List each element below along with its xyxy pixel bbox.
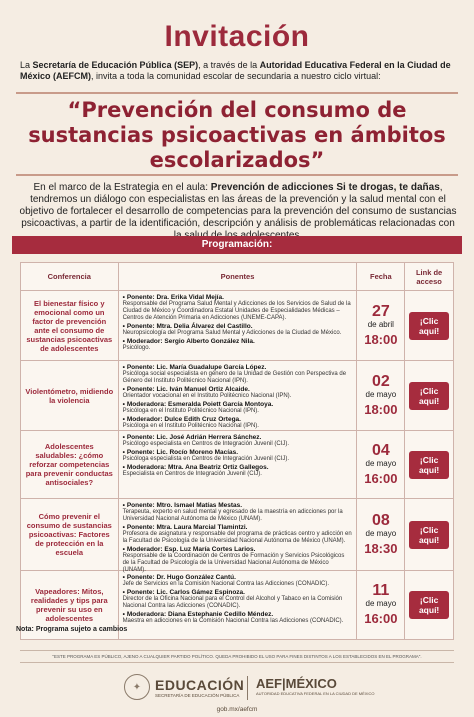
- bullet-icon: •: [122, 464, 125, 471]
- conference-title: Vapeadores: Mitos, realidades y tips para prevenir su uso en adolescentes: [21, 571, 119, 639]
- bullet-icon: •: [122, 434, 125, 441]
- speaker-name: [123, 611, 353, 618]
- speaker-name: [123, 546, 353, 553]
- date-day: 02: [371, 372, 390, 390]
- speakers-cell: [119, 361, 358, 430]
- speaker-desc: Director de la Oficina Nacional para el Control del Alcohol y Tabaco en la Comisión Nacional Contra las Adicciones (CONADIC).: [122, 596, 343, 609]
- speaker-name-text: Ponente: Lic. José Adrián Herrera Sánchez.: [126, 434, 262, 441]
- date-time: 18:00: [364, 331, 398, 347]
- bullet-icon: •: [122, 338, 125, 345]
- aefcm-name: Autoridad Educativa Federal en la Ciudad de México (AEFCM): [20, 60, 451, 81]
- speaker: [123, 589, 353, 610]
- date-month: de mayo: [365, 599, 397, 608]
- speaker: [123, 364, 353, 385]
- speaker-name: [123, 416, 353, 423]
- speaker-name-text: Ponente: Lic. Carlos Gámez Espinoza.: [126, 589, 245, 596]
- speaker-desc: Psicóloga en el Instituto Politécnico Nacional (IPN).: [122, 423, 259, 429]
- logo-divider: [247, 676, 248, 700]
- speaker-name-text: Moderadora: Esmeralda Poiett García Montoya.: [126, 401, 274, 408]
- speaker: [123, 524, 353, 545]
- header-ponentes: Ponentes: [119, 263, 358, 290]
- speaker-name: [123, 323, 353, 330]
- speaker-name: [123, 464, 353, 471]
- speaker-name-text: Ponente: Mtra. Delia Álvarez del Castillo.: [126, 323, 253, 330]
- speaker-desc: Psicóloga especialista en Centros de Integración Juvenil (CIJ).: [122, 456, 289, 462]
- aef-logo: [256, 676, 375, 696]
- speaker-name-text: Ponente: Dr. Hugo González Cantú.: [126, 574, 236, 581]
- speaker-name-text: Ponente: Mtra. Laura Marcial Tlamintzi.: [126, 524, 248, 531]
- bullet-icon: •: [122, 574, 125, 581]
- link-cell: [405, 431, 453, 498]
- bullet-icon: •: [122, 294, 125, 301]
- conference-title: Adolescentes saludables: ¿cómo reforzar competencias para prevenir conductas antisociales?: [21, 431, 119, 498]
- date-day: 11: [372, 582, 390, 599]
- speaker: [123, 294, 353, 322]
- bullet-icon: •: [122, 524, 125, 531]
- speaker: [123, 434, 353, 448]
- conference-title: El bienestar físico y emocional como un factor de prevención ante el consumo de sustancias psicoactivas de adolescentes: [21, 291, 119, 360]
- strategy-text: [16, 182, 460, 242]
- date-cell: [357, 361, 405, 430]
- bullet-icon: •: [122, 611, 125, 618]
- footer-url[interactable]: gob.mx/aefcm: [216, 706, 258, 713]
- speaker-name: [123, 574, 353, 581]
- strategy-part: , tendremos un diálogo con especialistas en las áreas de la prevención y la salud mental con el objetivo de fortalecer el desarrollo de competencias para la prevención del consumo de sustancias psicoactivas, a partir de la identificación, descripción y análisis de problemáticas relacionadas con: [19, 182, 457, 229]
- table-row: [21, 499, 453, 571]
- link-cell: [405, 499, 453, 570]
- link-cell: [405, 291, 453, 360]
- logo-aef: AEF|MÉXICO: [256, 676, 337, 691]
- date-cell: [357, 499, 405, 570]
- speaker-name-text: Moderadora: Diana Estephanie Cedillo Méndez.: [126, 611, 274, 618]
- table-row: [21, 431, 453, 499]
- date-cell: [357, 571, 405, 639]
- speaker-desc: Responsable del Programa Salud Mental y Adicciones de los Servicios de Salud de la Ciudad de México y Coordinadora Estatal Unidades de Especialidades Médicas – Centros de Atención Primaria en Adicciones (UNEME-CAPA).: [122, 301, 351, 321]
- note: Nota: Programa sujeto a cambios: [16, 626, 128, 633]
- logo-aef-sub: AUTORIDAD EDUCATIVA FEDERAL EN LA CIUDAD DE MÉXICO: [256, 691, 375, 696]
- speaker-name: [123, 294, 353, 301]
- bullet-icon: •: [122, 449, 125, 456]
- table-header: [21, 263, 453, 291]
- speaker-name-text: Ponente: Lic. María Guadalupe García López.: [126, 364, 267, 371]
- speaker: [123, 338, 353, 352]
- speaker-name: [123, 386, 353, 393]
- intro-part: , invita a toda la comunidad escolar de secundaria a nuestro ciclo virtual:: [91, 71, 381, 81]
- intro-part: La: [20, 60, 33, 70]
- bullet-icon: •: [122, 364, 125, 371]
- speaker-name-text: Moderador: Esp. Luz María Cortes Larios.: [126, 546, 256, 553]
- speaker-desc: Neuropsicología del Programa Salud Mental y Adicciones de la Ciudad de México.: [122, 330, 342, 336]
- speaker-name-text: Ponente: Dra. Erika Vidal Mejía.: [126, 294, 224, 301]
- access-link-button[interactable]: ¡Clic aquí!: [409, 312, 449, 340]
- speaker-name: [123, 364, 353, 371]
- speaker-desc: Psicóloga social especialista en género de la Unidad de Gestión con Perspectiva de Género del Instituto Politécnico Nacional (IPN).: [122, 371, 347, 384]
- speaker: [123, 502, 353, 523]
- speaker: [123, 386, 353, 400]
- bullet-icon: •: [122, 323, 125, 330]
- date-cell: [357, 291, 405, 360]
- speakers-cell: [119, 431, 358, 498]
- conference-title: Violentómetro, midiendo la violencia: [21, 361, 119, 430]
- seal-icon: ✦: [124, 674, 150, 700]
- date-month: de mayo: [365, 528, 397, 538]
- speaker: [123, 464, 353, 478]
- access-link-button[interactable]: ¡Clic aquí!: [409, 591, 449, 619]
- speaker-name-text: Moderador: Dulce Edith Cruz Ortega.: [126, 416, 241, 423]
- speaker-desc: Profesora de asignatura y responsable del programa de prácticas centro y adicción en la Facultad de Psicología de la Universidad Nacional Autónoma de México (UNAM).: [122, 531, 352, 544]
- date-month: de mayo: [365, 458, 397, 468]
- sep-name: Secretaría de Educación Pública (SEP): [32, 60, 199, 70]
- header-conferencia: Conferencia: [21, 263, 119, 290]
- speaker-desc: Responsable de la Coordinación de Centros de Formación y Servicios Psicológicos de la Facultad de Psicología de la Universidad Nacional Autónoma de México (UNAM).: [122, 553, 345, 573]
- speaker: [123, 401, 353, 415]
- date-time: 16:00: [364, 611, 398, 626]
- speaker: [123, 611, 353, 625]
- speaker-name: [123, 434, 353, 441]
- table-row: [21, 291, 453, 361]
- speaker-name-text: Ponente: Lic. Iván Manuel Ortiz Alcaide.: [126, 386, 250, 393]
- speakers-cell: [119, 571, 358, 639]
- bullet-icon: •: [122, 416, 125, 423]
- speaker: [123, 416, 353, 430]
- speaker-name-text: Ponente: Mtro. Ismael Matías Mestas.: [126, 502, 243, 509]
- speaker-desc: Jefe de Servicios en la Comisión Nacional Contra las Adicciones (CONADIC).: [122, 581, 329, 587]
- access-link-button[interactable]: ¡Clic aquí!: [409, 521, 449, 549]
- bullet-icon: •: [122, 401, 125, 408]
- table-row: [21, 361, 453, 431]
- speaker-name: [123, 449, 353, 456]
- speaker-name: [123, 338, 353, 345]
- bullet-icon: •: [122, 546, 125, 553]
- speaker-desc: Psicólogo especialista en Centros de Integración Juvenil (CIJ).: [122, 441, 289, 447]
- speaker-name: [123, 502, 353, 509]
- link-cell: [405, 571, 453, 639]
- speaker: [123, 323, 353, 337]
- bullet-icon: •: [122, 502, 125, 509]
- speaker-desc: Orientador vocacional en el Instituto Politécnico Nacional (IPN).: [122, 393, 292, 399]
- link-cell: [405, 361, 453, 430]
- strategy-name: Prevención de adicciones Si te drogas, te dañas: [210, 182, 440, 193]
- intro-part: , a través de la: [198, 60, 260, 70]
- date-day: 08: [371, 511, 390, 529]
- footer: [0, 666, 474, 717]
- date-day: 27: [371, 302, 390, 320]
- speaker: [123, 546, 353, 574]
- intro-text: [20, 60, 456, 82]
- header-link: Link de acceso: [415, 267, 443, 286]
- speaker-desc: Terapeuta, experto en salud mental y egresado de la maestría en adicciones por la Universidad Nacional Autónoma de México (UNAM).: [122, 509, 343, 522]
- speaker-desc: Maestra en adicciones en la Comisión Nacional Contra las Adicciones (CONADIC).: [122, 618, 344, 624]
- date-time: 18:30: [364, 540, 398, 556]
- strategy-part: En el marco de la Estrategia en el aula:: [33, 182, 211, 193]
- speaker-desc: Psicólogo.: [122, 345, 151, 351]
- speaker: [123, 449, 353, 463]
- date-day: 04: [371, 441, 390, 459]
- speaker-name-text: Moderador: Sergio Alberto González Nila.: [126, 338, 255, 345]
- disclaimer: "ESTE PROGRAMA ES PÚBLICO, AJENO A CUALQUIER PARTIDO POLÍTICO. QUEDA PROHIBIDO EL USO PARA FINES DISTINTOS A LOS ESTABLECIDOS EN EL PROGRAMA".: [20, 650, 454, 663]
- event-title: “Prevención del consumo de sustancias psicoactivas en ámbitos escolarizados”: [16, 92, 458, 176]
- bullet-icon: •: [122, 589, 125, 596]
- schedule-table: [20, 262, 454, 640]
- access-link-button[interactable]: ¡Clic aquí!: [409, 382, 449, 410]
- bullet-icon: •: [122, 386, 125, 393]
- speakers-cell: [119, 499, 358, 573]
- speaker-desc: Especialista en Centros de Integración Juvenil (CIJ).: [122, 471, 262, 477]
- speaker-name: [123, 589, 353, 596]
- access-link-button[interactable]: ¡Clic aquí!: [409, 451, 449, 479]
- header-fecha: Fecha: [357, 263, 405, 290]
- speaker: [123, 574, 353, 588]
- sep-logo: [124, 674, 244, 700]
- speaker-desc: Psicóloga en el Instituto Politécnico Nacional (IPN).: [122, 408, 259, 414]
- date-time: 16:00: [364, 470, 398, 486]
- date-month: de mayo: [365, 389, 397, 399]
- logo-educacion: EDUCACIÓN: [155, 676, 245, 693]
- speaker-name-text: Ponente: Lic. Rocío Moreno Macías.: [126, 449, 239, 456]
- speaker-name: [123, 401, 353, 408]
- date-month: de abril: [367, 319, 394, 329]
- date-cell: [357, 431, 405, 498]
- logo-educacion-sub: SECRETARÍA DE EDUCACIÓN PÚBLICA: [155, 692, 240, 698]
- page-title: Invitación: [164, 20, 310, 53]
- programacion-banner: Programación:: [12, 236, 462, 254]
- date-time: 18:00: [364, 401, 398, 417]
- conference-title: Cómo prevenir el consumo de sustancias psicoactivas: Factores de protección en la escuela: [21, 499, 119, 570]
- speaker-name: [123, 524, 353, 531]
- speakers-cell: [119, 291, 358, 360]
- speaker-name-text: Moderadora: Mtra. Ana Beatriz Ortiz Gallegos.: [126, 464, 269, 471]
